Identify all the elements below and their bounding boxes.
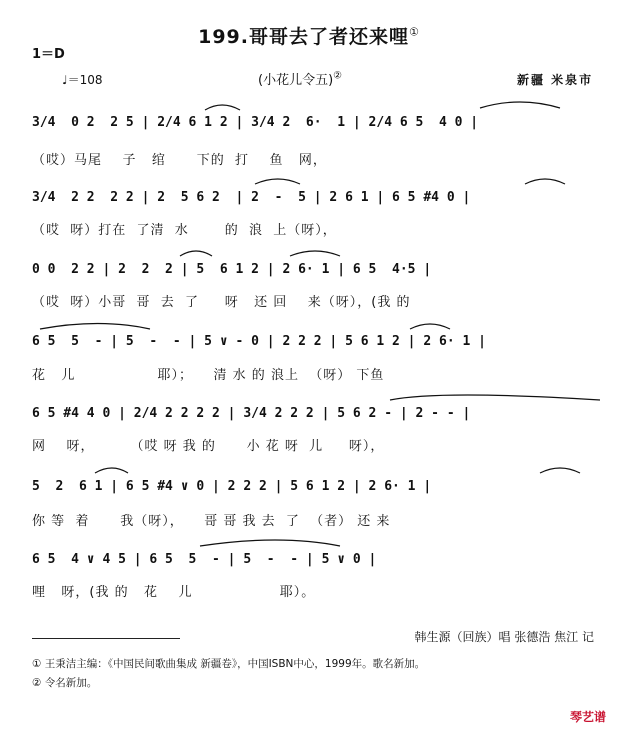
lyrics-line-3: （哎 呀）小哥 哥 去 了 呀 还 回 来（呀），(我 的 <box>32 295 411 310</box>
lyrics-line-5: 网 呀， （哎 呀 我 的 小 花 呀 儿 呀）， <box>32 439 385 454</box>
tempo-marking: ♩＝108 <box>62 73 103 87</box>
footnote-1: ① 王秉洁主编：《中国民间歌曲集成 新疆卷》，中国ISBN中心，1999年。歌名新加。 <box>32 658 426 670</box>
slur <box>255 179 300 184</box>
footnote-divider <box>32 638 180 639</box>
lyrics-line-7: 哩 呀，(我 的 花 儿 耶）。 <box>32 585 316 600</box>
notation-line-1: 3/4 0 2 2 5 | 2/4 6 1 2 | 3/4 2 6· 1 | 2/4 6 5 4 0 | <box>32 115 479 130</box>
slur <box>480 102 560 108</box>
notation-line-3: 0 0 2 2 | 2 2 2 | 5 6 1 2 | 2 6· 1 | 6 5 4·5 | <box>32 262 432 277</box>
credit-line: 韩生源（回族）唱 张德浩 焦江 记 <box>414 630 594 644</box>
footnote-2: ② 令名新加。 <box>32 677 98 689</box>
key-signature: 1＝D <box>32 47 65 62</box>
slur <box>525 179 565 184</box>
lyrics-line-2: （哎 呀）打在 了清 水 的 浪 上（呀）， <box>32 223 337 238</box>
slur <box>390 395 600 400</box>
subtitle: (小花儿令五)② <box>258 70 343 88</box>
notation-line-7: 6 5 4 ∨ 4 5 | 6 5 5 - | 5 - - | 5 ∨ 0 | <box>32 552 377 567</box>
slur <box>95 468 128 473</box>
notation-line-2: 3/4 2 2 2 2 | 2 5 6 2 | 2 - 5 | 2 6 1 | 6 5 #4 0 | <box>32 190 471 205</box>
lyrics-line-6: 你 等 着 我（呀）， 哥 哥 我 去 了 （者） 还 来 <box>32 514 391 529</box>
notation-line-4: 6 5 5 - | 5 - - | 5 ∨ - 0 | 2 2 2 | 5 6 1 2 | 2 6· 1 | <box>32 334 486 349</box>
slur <box>200 540 340 546</box>
slur <box>180 251 212 256</box>
region: 新疆 米泉市 <box>517 73 594 87</box>
slur <box>205 105 240 110</box>
notation-line-6: 5 2 6 1 | 6 5 #4 ∨ 0 | 2 2 2 | 5 6 1 2 | 2 6· 1 | <box>32 479 432 494</box>
lyrics-line-4: 花 儿 耶）； 清 水 的 浪上 （呀） 下鱼 <box>32 368 385 383</box>
slur <box>290 251 340 256</box>
site-logo: 琴艺谱 <box>569 710 606 724</box>
song-title: 199.哥哥去了者还来哩① <box>198 25 420 48</box>
lyrics-line-1: （哎）马尾 子 绾 下的 打 鱼 网， <box>32 153 327 168</box>
slur <box>410 324 450 329</box>
slur <box>40 324 150 330</box>
notation-line-5: 6 5 #4 4 0 | 2/4 2 2 2 2 | 3/4 2 2 2 | 5 6 2 - | 2 - - | <box>32 406 471 421</box>
slur <box>540 468 580 473</box>
